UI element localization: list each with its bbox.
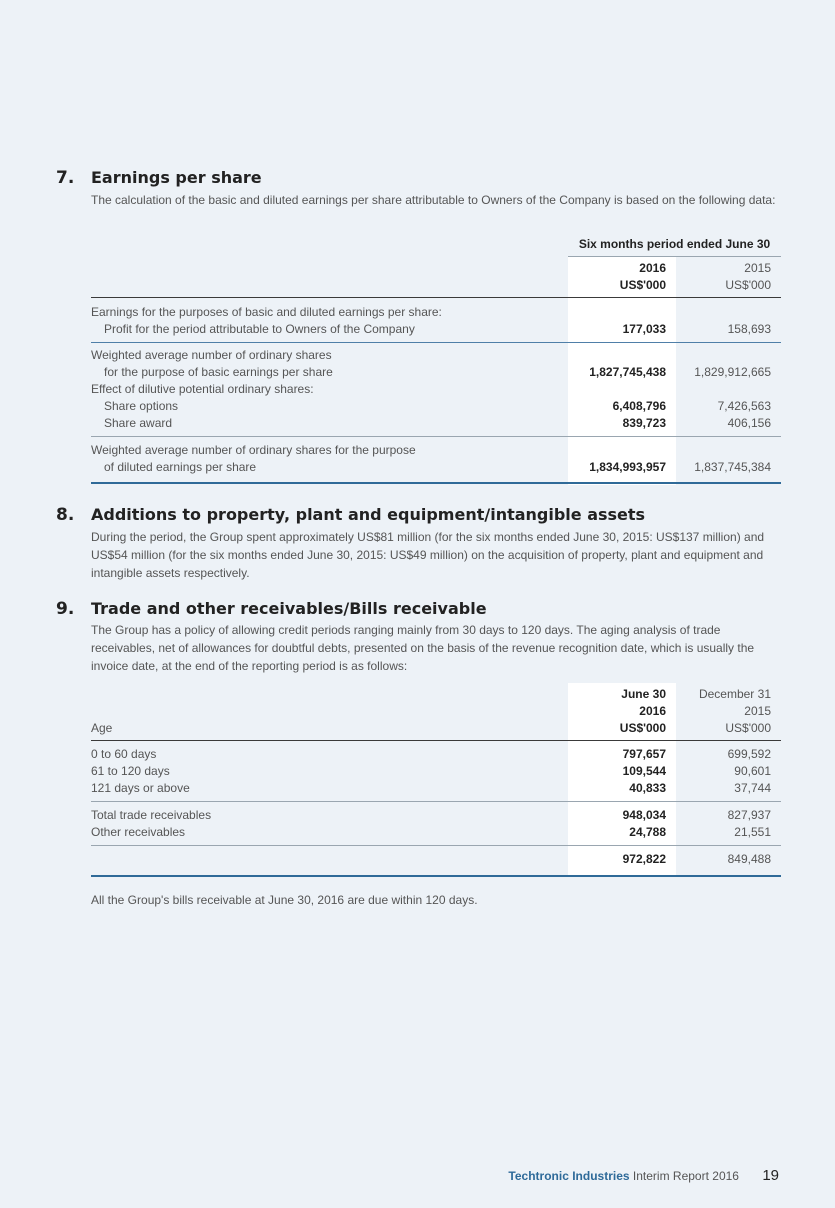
- table-row: Total trade receivables 948,034 827,937: [91, 808, 771, 822]
- table-row: 0 to 60 days 797,657 699,592: [91, 747, 771, 761]
- row-rule: [91, 801, 781, 802]
- header-rule: [91, 297, 781, 298]
- column-unit-header: [91, 720, 781, 737]
- current-unit: US$'000: [619, 278, 666, 292]
- table-bottom-rule: [91, 875, 781, 877]
- section-title: Trade and other receivables/Bills receivable: [91, 599, 487, 618]
- row-rule: [91, 342, 781, 343]
- section-body: During the period, the Group spent approximately US$81 million (for the six months ended June 30, 2015: US$137 million) and US$54 million (for the six months ended June 30, 2015: US$49 million) on the acquisition of property, plant and equipment and intangible assets respectively.: [91, 530, 765, 580]
- column-date-header: [91, 686, 781, 703]
- section-additions: [56, 505, 781, 585]
- prior-unit: US$'000: [725, 278, 771, 292]
- section-earnings-per-share: [56, 168, 781, 488]
- receivables-table: [91, 683, 781, 883]
- table-row: for the purpose of basic earnings per share 1,827,745,438 1,829,912,665: [104, 365, 771, 379]
- row-rule: [91, 436, 781, 437]
- header-rule: [91, 740, 781, 741]
- section-title: Earnings per share: [91, 168, 262, 187]
- table-row: Other receivables 24,788 21,551: [91, 825, 771, 839]
- brand-name: Techtronic Industries: [508, 1169, 630, 1183]
- section-note: All the Group's bills receivable at June 30, 2016 are due within 120 days.: [91, 893, 478, 907]
- prior-unit: US$'000: [725, 721, 771, 735]
- table-row: of diluted earnings per share 1,834,993,957 1,837,745,384: [104, 460, 771, 474]
- table-row: Weighted average number of ordinary shares for the purpose: [91, 443, 416, 457]
- section-number: 8.: [56, 505, 75, 525]
- current-year: 2016: [639, 704, 666, 718]
- section-number: 7.: [56, 168, 75, 188]
- prior-year: 2015: [744, 704, 771, 718]
- section-receivables: [56, 599, 781, 919]
- section-title: Additions to property, plant and equipment/intangible assets: [91, 505, 646, 524]
- table-row: 61 to 120 days 109,544 90,601: [91, 764, 771, 778]
- table-row: Profit for the period attributable to Owners of the Company 177,033 158,693: [104, 322, 771, 336]
- row-rule: [91, 845, 781, 846]
- current-date: June 30: [621, 687, 666, 701]
- table-row: Share options 6,408,796 7,426,563: [104, 399, 771, 413]
- section-number: 9.: [56, 599, 75, 619]
- table-row: 121 days or above 40,833 37,744: [91, 781, 771, 795]
- prior-date: December 31: [698, 687, 771, 701]
- section-intro: The Group has a policy of allowing credit periods ranging mainly from 30 days to 120 days. The aging analysis of trade receivables, net of allowances for doubtful debts, presented on the basis of the revenue recognition date, which is usually the invoice date, at the end of the reporting period is as follows:: [91, 623, 755, 673]
- section-intro: The calculation of the basic and diluted earnings per share attributable to Owners of the Company is based on the following data:: [91, 193, 776, 207]
- table-bottom-rule: [91, 482, 781, 484]
- current-year: 2016: [639, 261, 666, 275]
- page-number: 19: [762, 1167, 779, 1184]
- report-name: Interim Report 2016: [632, 1169, 739, 1183]
- age-label: Age: [91, 721, 113, 735]
- table-row: Effect of dilutive potential ordinary shares:: [91, 382, 314, 396]
- table-row: Weighted average number of ordinary shares: [91, 348, 332, 362]
- column-unit-header: [91, 277, 781, 294]
- table-total-row: 972,822 849,488: [622, 852, 771, 866]
- table-row: Share award 839,723 406,156: [104, 416, 771, 430]
- period-header: Six months period ended June 30: [578, 237, 771, 251]
- table-row: Earnings for the purposes of basic and diluted earnings per share:: [91, 305, 442, 319]
- page-footer: [508, 1167, 779, 1184]
- eps-table: [91, 236, 781, 488]
- column-year-header: [91, 703, 781, 720]
- column-year-header: [91, 260, 781, 277]
- period-header-rule: [568, 256, 781, 257]
- prior-year: 2015: [744, 261, 771, 275]
- current-unit: US$'000: [619, 721, 666, 735]
